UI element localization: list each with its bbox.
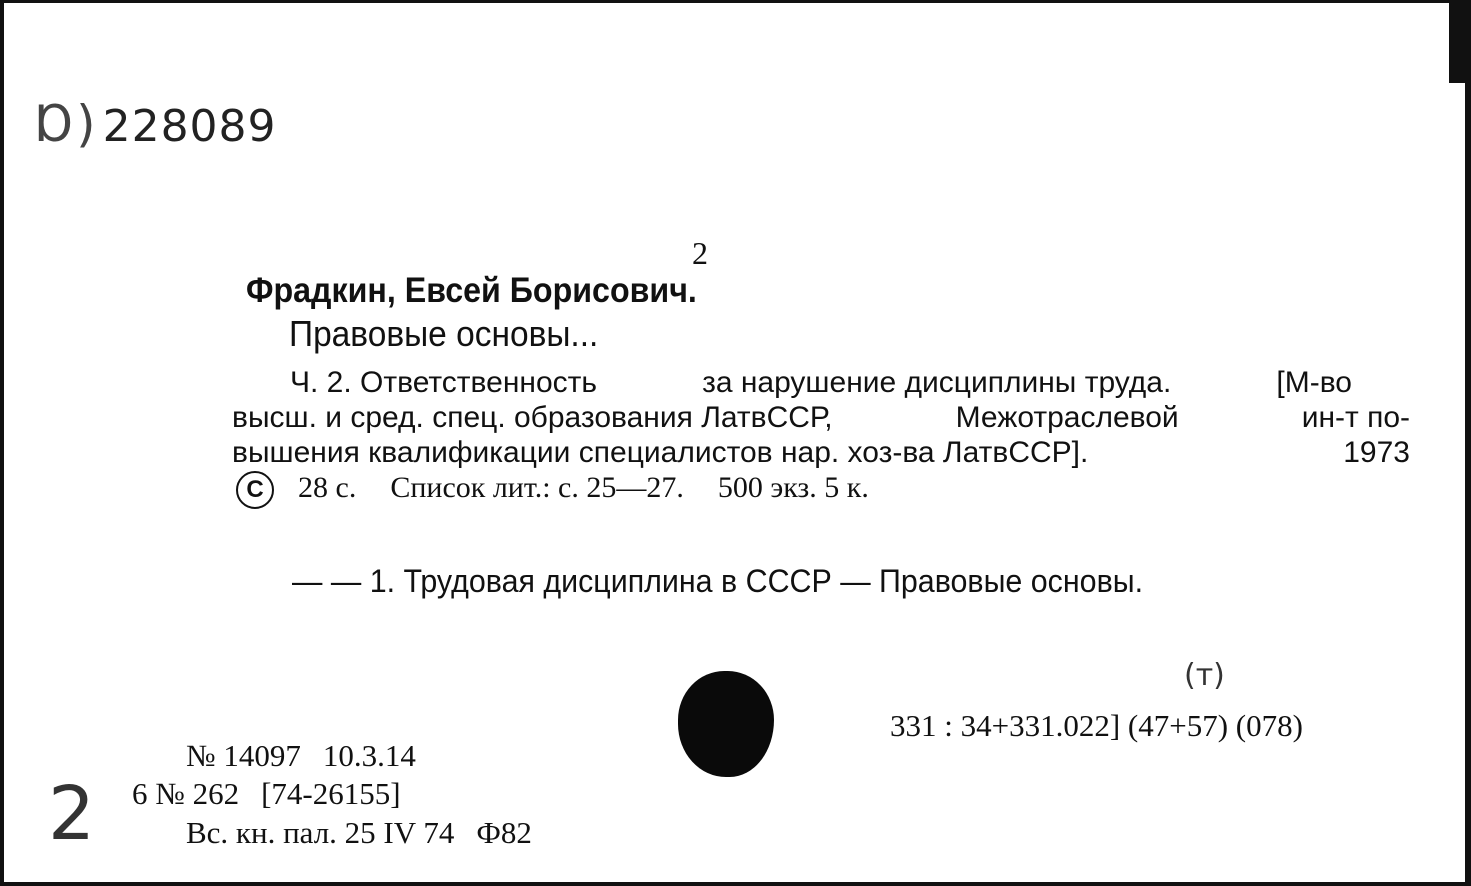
edge-mark xyxy=(1449,3,1465,83)
copyright-icon: C xyxy=(236,471,274,509)
description-line-1 xyxy=(232,365,1352,400)
order-number: № 14097 xyxy=(186,738,301,773)
subject-heading: — — 1. Трудовая дисциплина в СССР — Правовые основы. xyxy=(292,563,1144,599)
udc-classification: 331 : 34+331.022] (47+57) (078) xyxy=(890,708,1303,743)
description-text: Ч. 2. Ответственность xyxy=(290,366,598,399)
issue-number: 6 № 262 xyxy=(132,776,240,811)
author-heading: Фрадкин, Евсей Борисович. xyxy=(246,271,697,310)
description-line-3 xyxy=(232,435,1410,470)
copies-price: 500 экз. 5 к. xyxy=(717,471,869,504)
handwritten-mark: Ɒ) xyxy=(36,95,97,153)
description-text: ин-т по- xyxy=(1301,401,1410,434)
footer-line-1 xyxy=(186,738,438,774)
chamber-stamp: Вс. кн. пал. 25 IV 74 xyxy=(186,815,455,850)
volume-number: 2 xyxy=(692,235,708,271)
handwritten-note: (т) xyxy=(1184,658,1225,693)
order-code: 10.3.14 xyxy=(322,738,416,773)
imprint-line xyxy=(236,471,903,509)
inventory-number xyxy=(36,95,277,153)
description-text: за нарушение дисциплины труда. xyxy=(702,366,1172,399)
description-text: вышения квалификации специалистов нар. хоз-ва ЛатвССР]. xyxy=(232,436,1089,469)
bibliography-note: Список лит.: с. 25—27. xyxy=(390,471,684,504)
stamp-code: Ф82 xyxy=(476,815,532,850)
footer-line-3 xyxy=(186,815,554,851)
registry-number: [74-26155] xyxy=(261,776,401,811)
inventory-number-value: 228089 xyxy=(102,101,277,152)
footer-line-2 xyxy=(132,776,423,812)
handwritten-digit: 2 xyxy=(48,771,96,857)
page-count: 28 с. xyxy=(298,471,357,504)
book-title: Правовые основы... xyxy=(289,313,599,354)
publication-year: 1973 xyxy=(1343,436,1410,469)
description-text: Межотраслевой xyxy=(955,401,1179,434)
description-text: высш. и сред. спец. образования ЛатвССР, xyxy=(232,401,833,434)
description-text: [М-во xyxy=(1276,366,1352,399)
punch-hole xyxy=(678,671,774,777)
description-line-2 xyxy=(232,400,1410,435)
